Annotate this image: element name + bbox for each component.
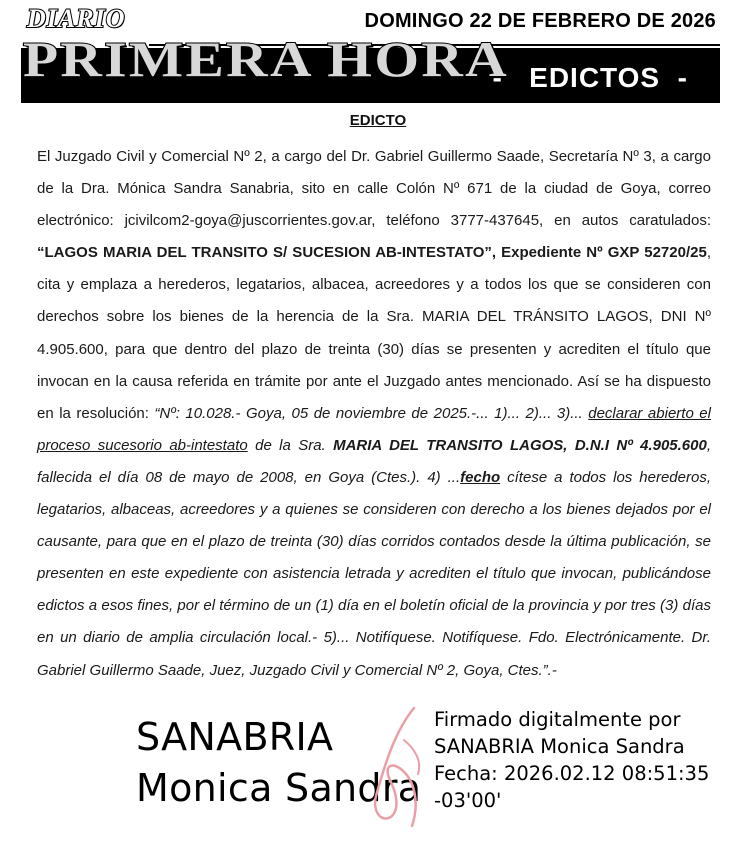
edicto-body [37,141,711,687]
section-title: - EDICTOS - [492,62,688,93]
quote-underlined: declarar abierto el proceso sucesorio ab-intestato [37,404,711,454]
case-caption: “LAGOS MARIA DEL TRANSITO S/ SUCESION AB-INTESTATO”, Expediente Nº GXP 52720/25 [37,244,707,262]
quote-part-4: cítese a todos los herederos, legatarios, albaceas, acreedores y a quienes se consideren con derecho a los bienes dejados por el causante, para que en el plazo de treinta (30) días corridos contados desde la última publicación, se presenten en este expediente con asistencia letrada y acrediten el título que invocan, publicándose edictos a esos fines, por el término de un (1) día en el boletín oficial de la provincia y por tres (3) días en un diario de amplia circulación local.- 5)... Notifíquese. Notifíquese. Fdo. Electrónicamente. Dr. Gabriel Guillermo Saade, Juez, Juzgado Civil y Comercial Nº 2, Goya, Ctes.”.- [37,468,711,679]
quote-part-2: de la Sra. [247,436,334,454]
signature-stamp [434,706,709,814]
masthead [21,4,720,103]
stamp-line-3: Fecha: 2026.02.12 08:51:35 [434,762,710,785]
quote-fecho: fecho [460,468,501,486]
digital-signature-seal-icon [356,700,436,830]
brand-main-logo: PRIMERA HORA [23,31,510,87]
brand-small-logo: DIARIO [27,4,126,33]
stamp-line-2: SANABRIA Monica Sandra [434,735,685,758]
stamp-line-4: -03'00' [434,789,502,812]
signature-surname: SANABRIA [136,715,334,759]
issue-date: DOMINGO 22 DE FEBRERO DE 2026 [364,10,716,32]
quote-bold-name: MARIA DEL TRANSITO LAGOS, D.N.I Nº 4.905.600 [333,436,707,454]
body-text-citation: , cita y emplaza a herederos, legatarios, albacea, acreedores y a todos los que se consideren con derechos sobre los bienes de la herencia de la Sra. MARIA DEL TRÁNSITO LAGOS, DNI Nº 4.905.600, para que dentro del plazo de treinta (30) días se presenten y acrediten el título que invocan en la causa referida en trámite por ante el Juzgado antes mencionado. Así se ha dispuesto en la resolución: [37,244,711,422]
quote-part-3: , fallecida el día 08 de mayo de 2008, en Goya (Ctes.). 4) ... [37,436,711,486]
body-text-intro: El Juzgado Civil y Comercial Nº 2, a cargo del Dr. Gabriel Guillermo Saade, Secretaría Nº 3, a cargo de la Dra. Mónica Sandra Sanabria, sito en calle Colón Nº 671 de la ciudad de Goya, correo electrónico: jcivilcom2-goya@juscorrientes.gov.ar, teléfono 3777-437645, en autos caratulados: [37,148,711,230]
edicto-title: EDICTO [349,112,407,129]
resolution-quote [37,405,711,679]
stamp-line-1: Firmado digitalmente por [434,708,681,731]
signature-given-name: Monica Sandra [136,766,422,810]
quote-part-1: “Nº: 10.028.- Goya, 05 de noviembre de 2025.-... 1)... 2)... 3)... [154,404,589,422]
